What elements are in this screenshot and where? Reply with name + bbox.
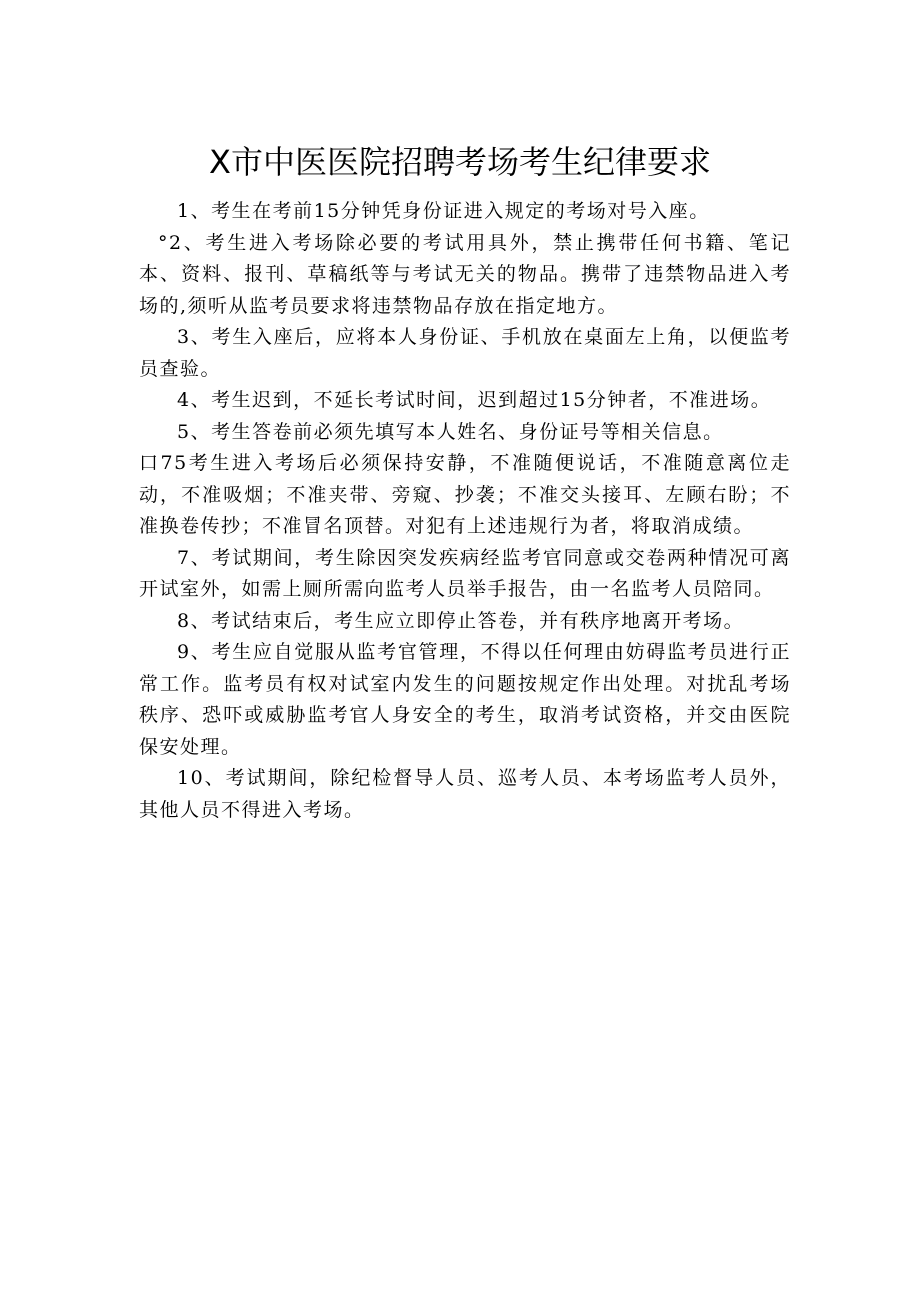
rule-paragraph-9: 9、考生应自觉服从监考官管理，不得以任何理由妨碍监考员进行正常工作。监考员有权对试室内发生的问题按规定作出处理。对扰乱考场秩序、恐吓或威胁监考官人身安全的考生，取消考试资格，并交由医院保安处理。 [139, 641, 791, 758]
rule-paragraph-4: 4、考生迟到，不延长考试时间，迟到超过15分钟者，不准进场。 [177, 389, 772, 411]
rule-paragraph-6: 口75考生进入考场后必须保持安静，不准随便说话，不准随意离位走动，不准吸烟；不准夹带、旁窥、抄袭；不准交头接耳、左顾右盼；不准换卷传抄；不准冒名顶替。对犯有上述违规行为者，将取消成绩。 [139, 452, 791, 537]
rule-paragraph-7: 7、考试期间，考生除因突发疾病经监考官同意或交卷两种情况可离开试室外，如需上厕所需向监考人员举手报告，由一名监考人员陪同。 [139, 546, 791, 600]
rule-paragraph-8: 8、考试结束后，考生应立即停止答卷，并有秩序地离开考场。 [177, 609, 745, 632]
document-body [139, 196, 791, 826]
rule-paragraph-5: 5、考生答卷前必须先填写本人姓名、身份证号等相关信息。 [177, 420, 724, 443]
rule-paragraph-1: 1、考生在考前15分钟凭身份证进入规定的考场对号入座。 [177, 200, 710, 222]
document-title: X市中医医院招聘考场考生纪律要求 [209, 143, 711, 181]
rule-paragraph-2: °2、考生进入考场除必要的考试用具外，禁止携带任何书籍、笔记本、资料、报刊、草稿纸等与考试无关的物品。携带了违禁物品进入考场的,须听从监考员要求将违禁物品存放在指定地方。 [139, 231, 791, 317]
rule-paragraph-10: 10、考试期间，除纪检督导人员、巡考人员、本考场监考人员外，其他人员不得进入考场。 [139, 767, 791, 821]
rule-paragraph-3: 3、考生入座后，应将本人身份证、手机放在桌面左上角，以便监考员查验。 [139, 326, 791, 380]
